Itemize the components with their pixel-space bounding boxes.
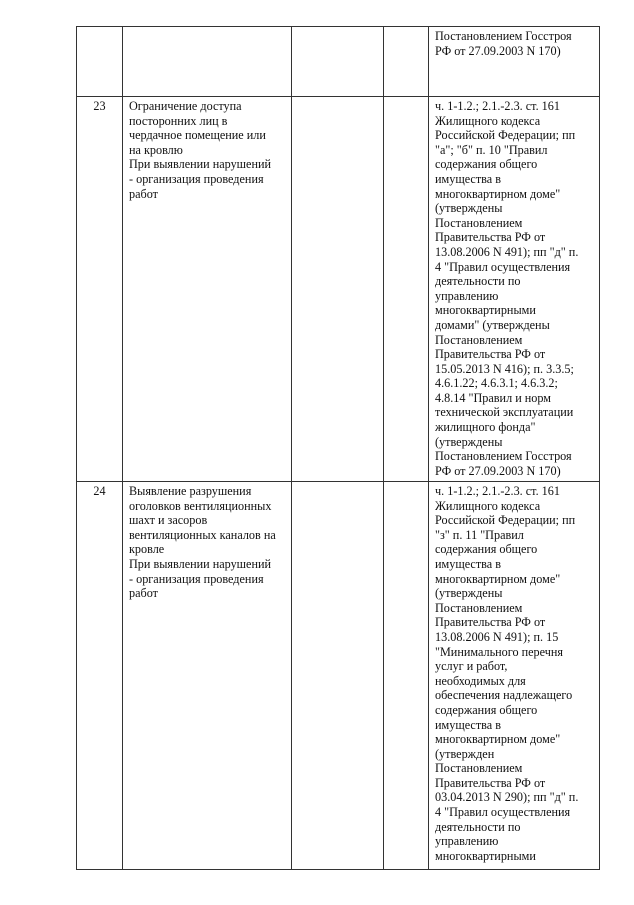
work-description: Выявление разрушения оголовков вентиляционных шахт и засоров вентиляционных каналов на кровле При выявлении нарушений - организация проведения работ	[123, 482, 292, 870]
empty-cell	[292, 482, 384, 870]
row-number: 23	[77, 97, 123, 482]
empty-cell	[292, 27, 384, 97]
legal-basis: ч. 1-1.2.; 2.1.-2.3. ст. 161 Жилищного кодекса Российской Федерации; пп "з" п. 11 "Правил содержания общего имущества в многоквартирном доме" (утверждены Постановлением Правительства РФ от 13.08.2006 N 491); п. 15 "Минимального перечня услуг и работ, необходимых для обеспечения надлежащего содержания общего имущества в многоквартирном доме" (утвержден Постановлением Правительства РФ от 03.04.2013 N 290); пп "д" п. 4 "Правил осуществления деятельности по управлению многоквартирными	[429, 482, 600, 870]
table-row	[77, 27, 600, 97]
work-description	[123, 27, 292, 97]
legal-basis: ч. 1-1.2.; 2.1.-2.3. ст. 161 Жилищного кодекса Российской Федерации; пп "а"; "б" п. 10 "Правил содержания общего имущества в многоквартирном доме" (утверждены Постановлением Правительства РФ от 13.08.2006 N 491); пп "д" п. 4 "Правил осуществления деятельности по управлению многоквартирными домами" (утверждены Постановлением Правительства РФ от 15.05.2013 N 416); п. 3.3.5; 4.6.1.22; 4.6.3.1; 4.6.3.2; 4.8.14 "Правил и норм технической эксплуатации жилищного фонда" (утверждены Постановлением Госстроя РФ от 27.09.2003 N 170)	[429, 97, 600, 482]
table-row	[77, 482, 600, 870]
empty-cell	[292, 97, 384, 482]
empty-cell	[384, 97, 429, 482]
table-row	[77, 97, 600, 482]
empty-cell	[384, 27, 429, 97]
empty-cell	[384, 482, 429, 870]
regulation-table	[76, 26, 600, 870]
legal-basis: Постановлением Госстроя РФ от 27.09.2003 N 170)	[429, 27, 600, 97]
row-number	[77, 27, 123, 97]
work-description: Ограничение доступа посторонних лиц в чердачное помещение или на кровлю При выявлении нарушений - организация проведения работ	[123, 97, 292, 482]
row-number: 24	[77, 482, 123, 870]
